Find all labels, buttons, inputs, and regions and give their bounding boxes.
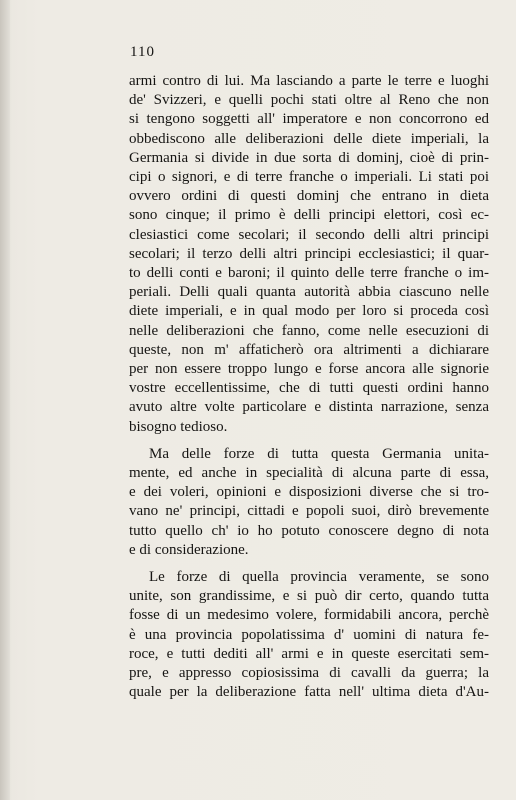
text-line: diete imperiali, e in qual modo per loro si proceda così (129, 303, 489, 320)
paragraph-spacer (129, 437, 489, 445)
text-line: secolari; il terzo delli altri principi ecclesiastici; il quar- (129, 245, 489, 262)
text-line: Ma delle forze di tutta questa Germania unita- (149, 445, 489, 462)
text-line: unite, son grandissime, e si può dir certo, quando tutta (129, 588, 489, 605)
text-line: pre, e appresso copiosissima di cavalli da guerra; la (129, 665, 489, 682)
text-line: ovvero ordini di questi dominj che entrano in dieta (129, 188, 489, 205)
paragraph-2 (129, 445, 489, 560)
text-line: e di considerazione. (129, 541, 249, 558)
text-line: mente, ed anche in specialità di alcuna parte di essa, (129, 465, 489, 482)
text-line: per non essere troppo lungo e forse ancora alle signorie (129, 361, 489, 378)
body-text (129, 72, 489, 703)
text-line: e dei voleri, opinioni e disposizioni diverse che si tro- (129, 484, 489, 501)
text-line: armi contro di lui. Ma lasciando a parte le terre e luoghi (129, 73, 489, 89)
text-line: obbediscono alle deliberazioni delle diete imperiali, la (129, 130, 489, 147)
text-line: è una provincia popolatissima d' uomini di natura fe- (129, 626, 489, 643)
text-line: de' Svizzeri, e quelli pochi stati oltre al Reno che non (129, 92, 489, 109)
text-line: avuto altre volte particolare e distinta narrazione, senza (129, 399, 489, 416)
paragraph-spacer (129, 560, 489, 568)
text-line: sono cinque; il primo è delli principi elettori, così ec- (129, 207, 489, 224)
text-line: fosse di un medesimo volere, formidabili ancora, perchè (129, 607, 489, 624)
text-line: Germania si divide in due sorta di dominj, cioè di prin- (129, 149, 489, 166)
text-line: clesiastici come secolari; il secondo delli altri principi (129, 226, 489, 243)
text-line: si tengono soggetti all' imperatore e non concorrono ed (129, 111, 489, 128)
text-line: cipi o signori, e di terre franche o imperiali. Li stati poi (129, 169, 489, 186)
text-line: tutto quello ch' io ho potuto conoscere degno di nota (129, 522, 489, 539)
page-gutter-shadow (0, 0, 10, 800)
text-line: roce, e tutti dediti all' armi e in queste esercitati sem- (129, 645, 489, 662)
text-line: queste, non m' affaticherò ora altrimenti a dichiarare (129, 341, 489, 358)
text-line: vostre eccellentissime, che di tutti questi ordini hanno (129, 380, 489, 397)
text-line: quale per la deliberazione fatta nell' ultima dieta d'Au- (129, 684, 489, 701)
page-number: 110 (130, 44, 155, 60)
text-line: Le forze di quella provincia veramente, se sono (149, 569, 489, 586)
paragraph-3 (129, 568, 489, 702)
text-line: bisogno tedioso. (129, 418, 228, 435)
paragraph-1 (129, 72, 489, 437)
text-line: to delli conti e baroni; il quinto delle terre franche o im- (129, 265, 489, 282)
text-line: periali. Delli quali quanta autorità abbia ciascuno nelle (129, 284, 489, 301)
text-line: nelle deliberazioni che fanno, come nelle esecuzioni di (129, 322, 489, 339)
text-line: vano ne' principi, cittadi e popoli suoi, dirò brevemente (129, 503, 489, 520)
